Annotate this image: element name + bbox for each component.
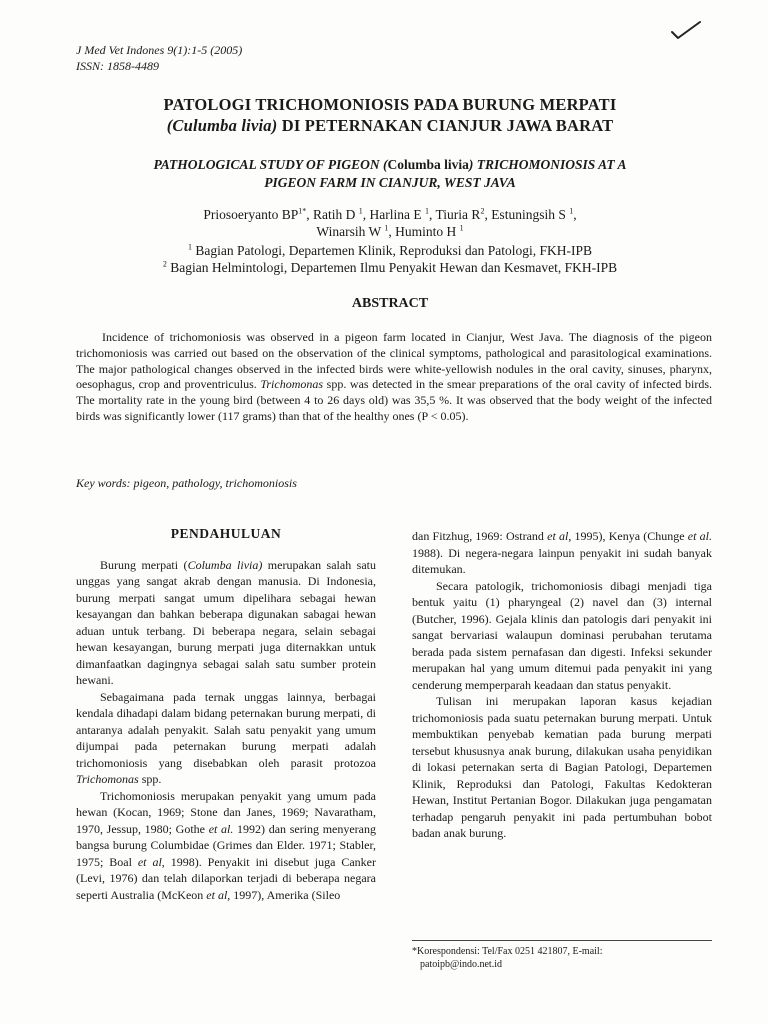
journal-header	[76, 42, 242, 74]
text-run: merupakan salah satu unggas yang sangat akrab dengan manusia. Di Indonesia, burung merpati sangat umum dipelihara sebagai hewan kesayangan dan bahkan beberapa digunakan sabagai hewan aduan untuk terbang. Di beberapa negara, selain sebagai hewan kesayangan, burung merpati juga diternakkan untuk dimanfaatkan dagingnya sebagai salah satu sumber protein hewani.	[76, 557, 376, 687]
title-line-2-rest: DI PETERNAKAN CIANJUR JAWA BARAT	[277, 116, 614, 135]
text-run: Burung merpati (	[100, 557, 188, 572]
footnote-line-1: *Korespondensi: Tel/Fax 0251 421807, E-mail:	[412, 946, 603, 957]
author-separator: ,	[573, 207, 577, 222]
subtitle-part-1: PATHOLOGICAL STUDY OF PIGEON (	[153, 157, 388, 172]
affiliation-mark: 2	[162, 259, 167, 269]
citation-etal: et al	[137, 854, 162, 869]
keywords: Key words: pigeon, pathology, trichomoniosis	[76, 476, 297, 490]
section-heading: PENDAHULUAN	[170, 526, 282, 541]
affiliation-list	[60, 242, 720, 276]
author-affil-mark: 1	[425, 206, 430, 216]
paragraph: Tulisan ini merupakan laporan kasus kejadian trichomoniosis pada suatu peternakan burung merpati. Untuk membuktikan penyebab kematian pada burung merpati tersebut khususnya anak burung, dilakukan usaha penyidikan di lokasi peternakan serta di Bagian Patologi, Departemen Klinik, Reproduksi dan Patologi, Fakultas Kedokteran Hewan, Institut Pertanian Bogor. Dilakukan juga pengamatan terhadap pengaruh penyakit ini pada pertumbuhan bobot badan anak burung.	[412, 694, 712, 840]
text-run: , 1998). Penyakit ini disebut juga Canker (Levi, 1976) dan telah dilaporkan terjadi di beberapa negara seperti Australia (McKeon	[76, 854, 377, 902]
affiliation-text: Bagian Helmintologi, Departemen Ilmu Penyakit Hewan dan Kesmavet, FKH-IPB	[166, 260, 618, 275]
affiliation-1	[60, 242, 720, 259]
citation-etal: et al.	[687, 529, 712, 543]
author-affil-mark: 1	[569, 206, 574, 216]
affiliation-text: Bagian Patologi, Departemen Klinik, Reproduksi dan Patologi, FKH-IPB	[191, 243, 593, 258]
citation-etal: et al	[547, 529, 569, 543]
paragraph	[76, 689, 376, 788]
species-name: Columba livia)	[187, 557, 263, 572]
footnote-email: patoipb@indo.net.id	[420, 959, 502, 970]
paper-title	[60, 94, 720, 136]
author-affil-mark: 1	[384, 223, 389, 233]
affiliation-mark: 1	[187, 242, 192, 252]
text-run: dan Fitzhug, 1969: Ostrand	[412, 529, 548, 543]
affiliation-2	[60, 259, 720, 276]
author-name: , Huminto H	[388, 224, 460, 239]
author-line-2	[60, 223, 720, 240]
citation-etal: et al	[206, 887, 228, 902]
subtitle-line-2: PIGEON FARM IN CIANJUR, WEST JAVA	[264, 175, 516, 190]
author-name: , Ratih D	[306, 207, 359, 222]
author-list	[60, 206, 720, 240]
abstract-text: spp. was detected in the smear preparations of the oral cavity of infected birds. The mortality rate in the young bird (between 4 to 26 days old) was 35,5 %. It was observed that the body weight of the infected birds was significantly lower (117 grams) than that of the healthy ones (P < 0.05).	[76, 377, 713, 423]
author-affil-mark: 1	[459, 223, 464, 233]
author-line-1	[60, 206, 720, 223]
author-affil-mark: 2	[480, 206, 485, 216]
title-line-1: PATOLOGI TRICHOMONIOSIS PADA BURUNG MERPATI	[163, 95, 617, 114]
journal-citation: J Med Vet Indones 9(1):1-5 (2005)	[76, 43, 243, 57]
journal-issn: ISSN: 1858-4489	[76, 59, 159, 73]
title-species: (Culumba livia)	[166, 116, 278, 135]
paragraph	[76, 788, 376, 904]
title-line-2	[60, 115, 720, 136]
abstract-text: Incidence of trichomoniosis was observed in a pigeon farm located in Cianjur, West Java. The diagnosis of the pigeon trichomoniosis was carried out based on the observation of the clinical symptoms, pathological and parasitological examinations. The major pathological changes observed in the infected birds were white-yellowish nodules in the oral cavity, sinuses, pharynx, oesophagus, crop and proventriculus.	[76, 330, 712, 392]
author-name: Winarsih W	[316, 224, 385, 239]
text-run: , 1995), Kenya (Chunge	[568, 529, 688, 543]
author-affil-mark: 1	[358, 206, 363, 216]
text-run: Sebagaimana pada ternak unggas lainnya, berbagai kendala dihadapi dalam bidang peternakan burung merpati, di antaranya adalah penyakit. Salah satu penyakit yang umum dijumpai pada peternakan burung merpati adalah trichomoniosis yang disebabkan oleh parasit protozoa	[76, 689, 376, 770]
paragraph: Secara patologik, trichomoniosis dibagi menjadi tiga bentuk yaitu (1) pharyngeal (2) navel dan (3) internal (Butcher, 1996). Gejala klinis dan patologis dari penyakit ini sangat bervariasi walaupun dominasi perubahan terutama berada pada sistem pernafasan dan digesti. Infeksi sekunder merupakan hal yang umum ditemui pada penyakit ini yang cenderung memperparah keadaan dan status penyakit.	[412, 578, 712, 692]
subtitle-species: Columba livia	[387, 157, 469, 172]
text-run: Trichomoniosis merupakan penyakit yang umum pada hewan (Kocan, 1969; Stone dan Janes, 1969; Navaratham, 1970, Jessup, 1980; Gothe	[76, 788, 376, 836]
author-name: , Tiuria R	[429, 207, 481, 222]
author-name: , Estuningsih S	[484, 207, 570, 222]
paper-subtitle	[70, 156, 710, 192]
abstract-heading: ABSTRACT	[351, 296, 429, 311]
citation-etal: et al.	[208, 821, 234, 836]
author-name: Priosoeryanto BP	[203, 207, 299, 222]
paragraph	[76, 557, 376, 689]
checkmark-icon	[670, 18, 702, 42]
author-affil-mark: 1*	[298, 206, 307, 216]
text-run: , 1997), Amerika (Sileo	[227, 887, 341, 902]
text-run: spp.	[138, 772, 162, 786]
right-column	[412, 528, 712, 842]
abstract-genus: Trichomonas	[260, 377, 324, 392]
text-run: 1992) dan sering menyerang bangsa burung Columbidae (Grimes dan Elder. 1971; Stabler, 1975; Boal	[76, 821, 376, 869]
author-name: , Harlina E	[362, 207, 426, 222]
abstract-body	[76, 330, 712, 425]
genus-name: Trichomonas	[76, 772, 139, 786]
left-column	[76, 526, 376, 903]
correspondence-footnote	[412, 940, 712, 971]
text-run: 1988). Di negera-negara lainpun penyakit ini sudah banyak ditemukan.	[412, 545, 712, 576]
subtitle-part-2: ) TRICHOMONIOSIS AT A	[468, 157, 627, 172]
paragraph-continued	[412, 528, 712, 578]
subtitle-line-1	[70, 156, 710, 174]
